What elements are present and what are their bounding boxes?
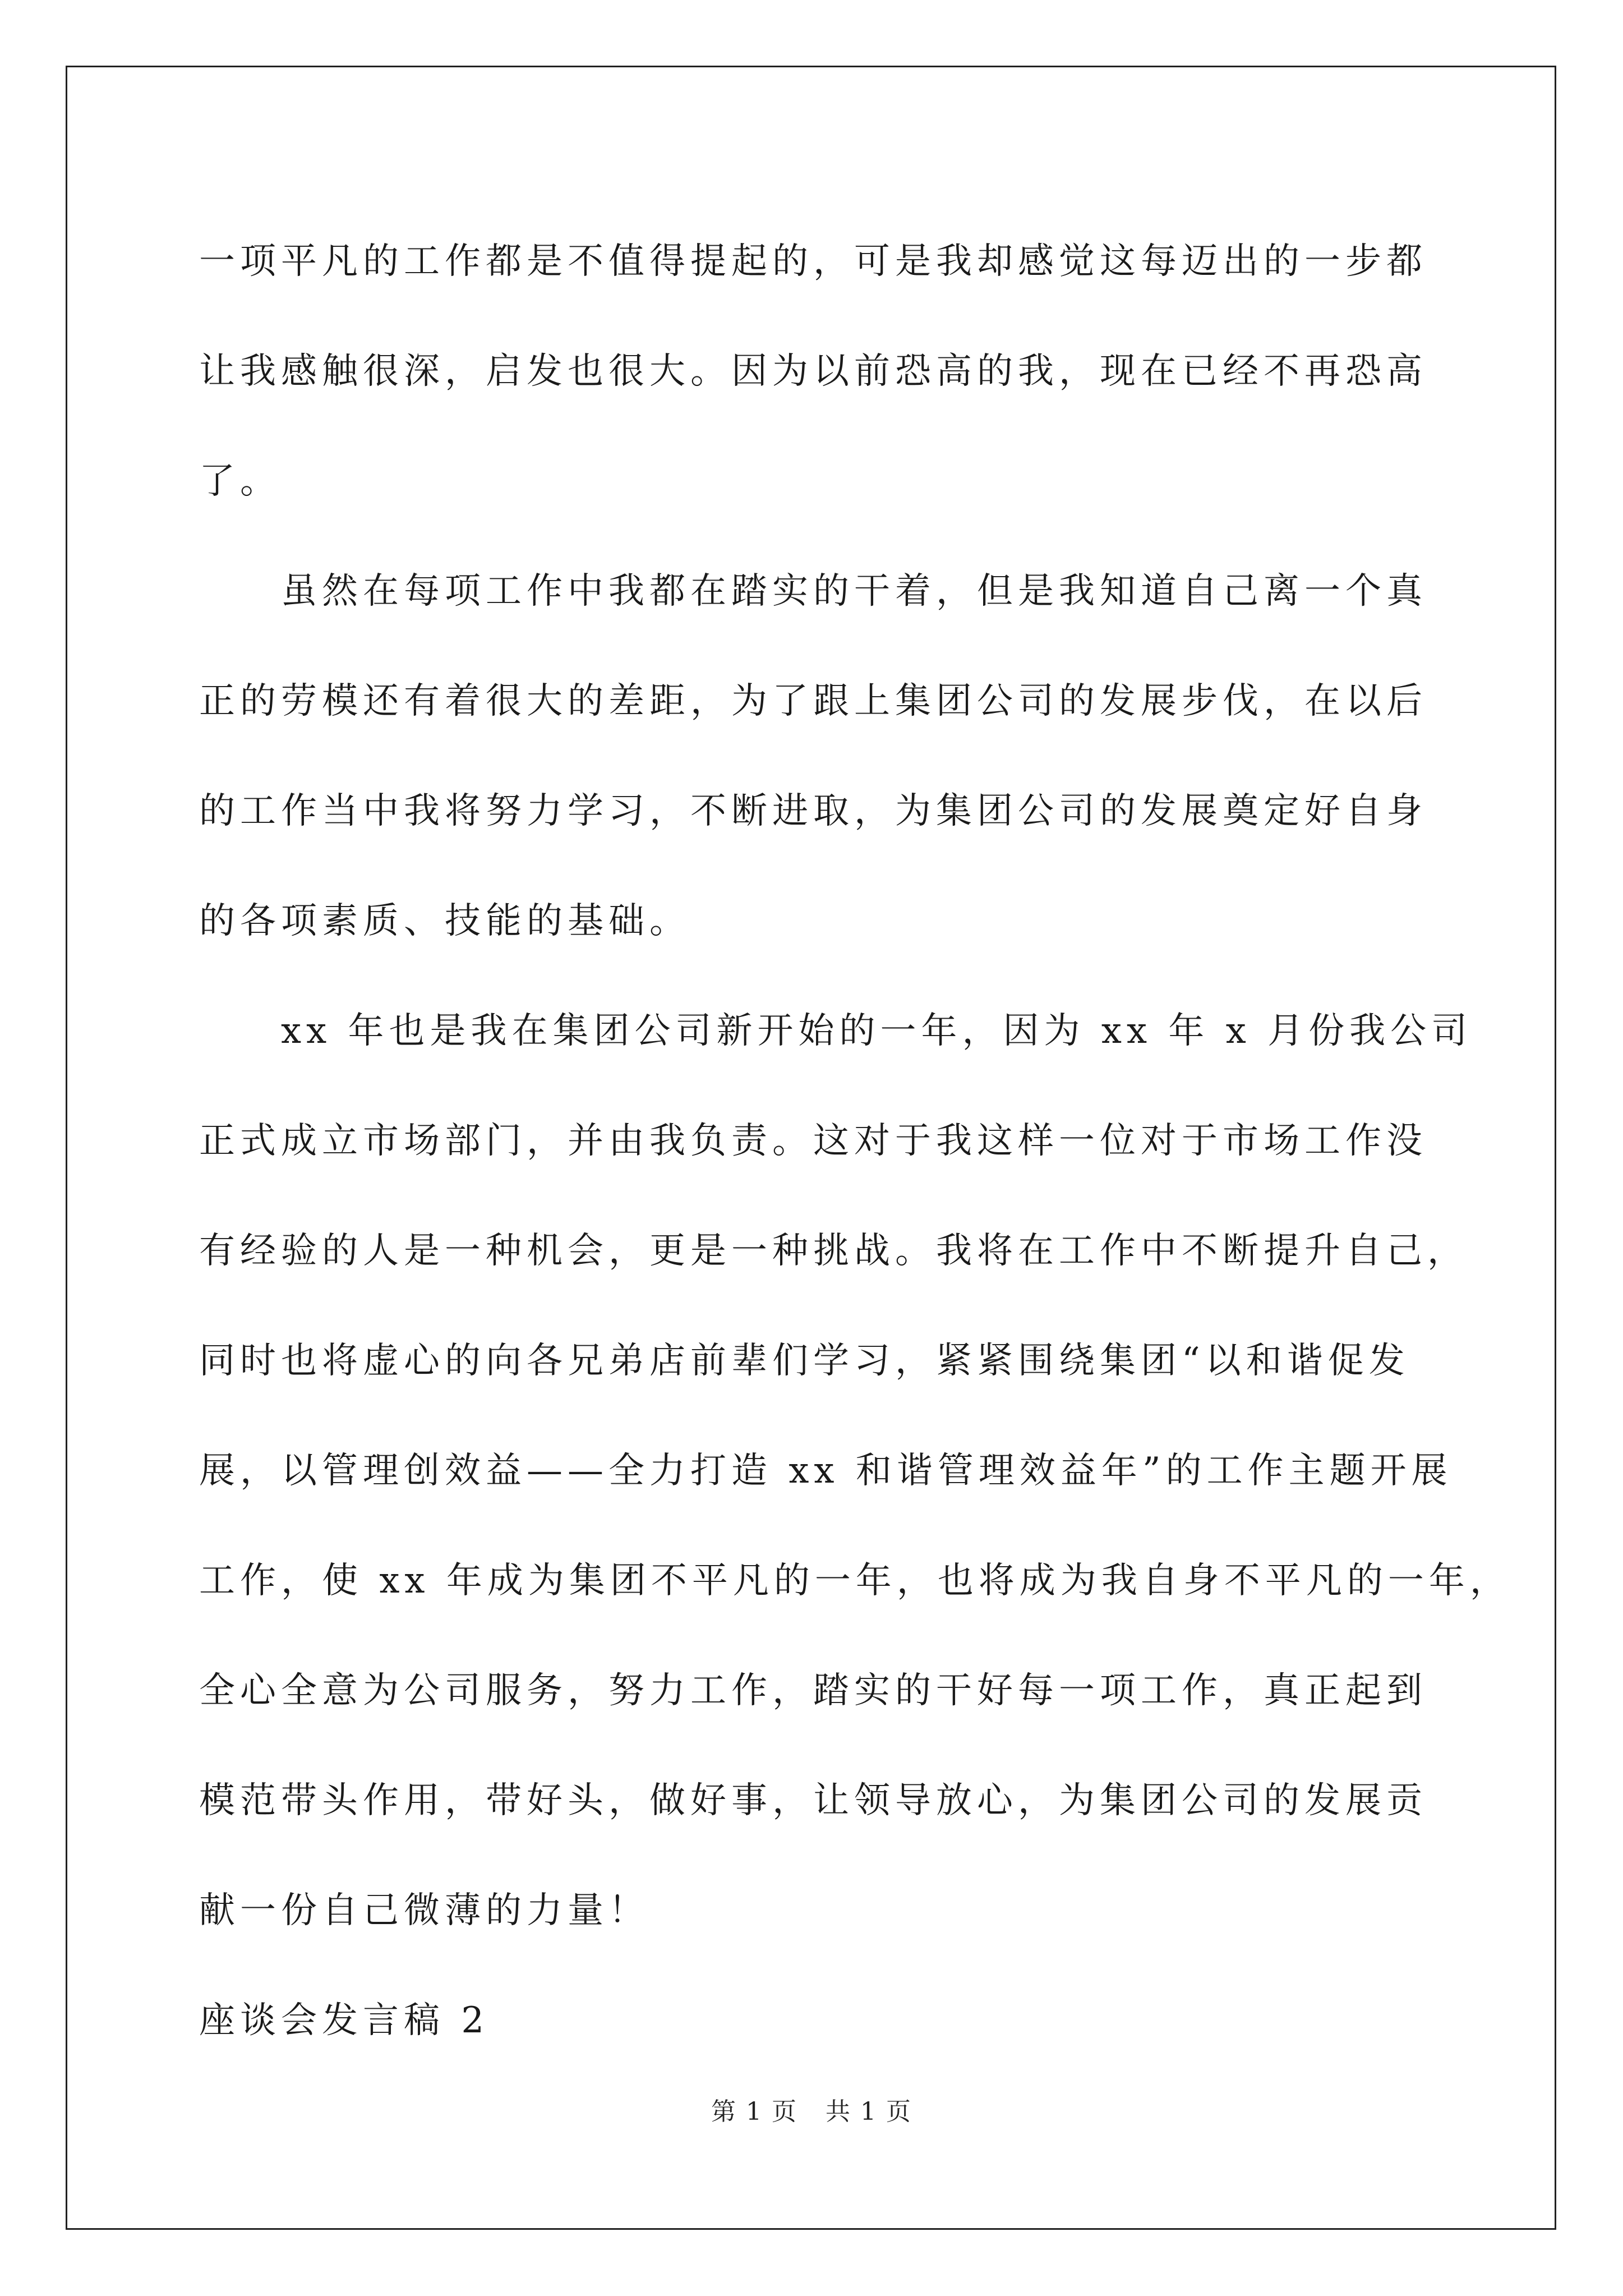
page-number: 第 1 页 bbox=[711, 2097, 797, 2126]
text-line: 的工作当中我将努力学习，不断进取，为集团公司的发展奠定好自身 bbox=[199, 790, 1427, 832]
text-line: 展，以管理创效益——全力打造 xx 和谐管理效益年”的工作主题开展 bbox=[199, 1450, 1453, 1492]
text-line: 有经验的人是一种机会，更是一种挑战。我将在工作中不断提升自己， bbox=[199, 1230, 1468, 1272]
text-line: 了。 bbox=[199, 461, 281, 502]
page-total: 共 1 页 bbox=[826, 2097, 912, 2126]
text-line: 全心全意为公司服务，努力工作，踏实的干好每一项工作，真正起到 bbox=[199, 1670, 1427, 1711]
text-line: 模范带头作用，带好头，做好事，让领导放心，为集团公司的发展贡 bbox=[199, 1780, 1427, 1821]
text-line: xx 年也是我在集团公司新开始的一年，因为 xx 年 x 月份我公司 bbox=[281, 1010, 1473, 1052]
section-heading: 座谈会发言稿 2 bbox=[199, 2000, 490, 2041]
text-line: 正式成立市场部门，并由我负责。这对于我这样一位对于市场工作没 bbox=[199, 1120, 1427, 1162]
text-line: 让我感触很深，启发也很大。因为以前恐高的我，现在已经不再恐高 bbox=[199, 351, 1427, 392]
text-line: 的各项素质、技能的基础。 bbox=[199, 900, 690, 942]
document-body bbox=[199, 206, 1511, 2076]
text-line: 献一份自己微薄的力量！ bbox=[199, 1890, 649, 1931]
text-line: 正的劳模还有着很大的差距，为了跟上集团公司的发展步伐，在以后 bbox=[199, 680, 1427, 722]
text-line: 虽然在每项工作中我都在踏实的干着，但是我知道自己离一个真 bbox=[281, 570, 1427, 612]
text-line: 一项平凡的工作都是不值得提起的，可是我却感觉这每迈出的一步都 bbox=[199, 241, 1427, 282]
text-line: 同时也将虚心的向各兄弟店前辈们学习，紧紧围绕集团“以和谐促发 bbox=[199, 1340, 1410, 1382]
page-footer bbox=[0, 2091, 1623, 2127]
text-line: 工作，使 xx 年成为集团不平凡的一年，也将成为我自身不平凡的一年， bbox=[199, 1560, 1511, 1602]
